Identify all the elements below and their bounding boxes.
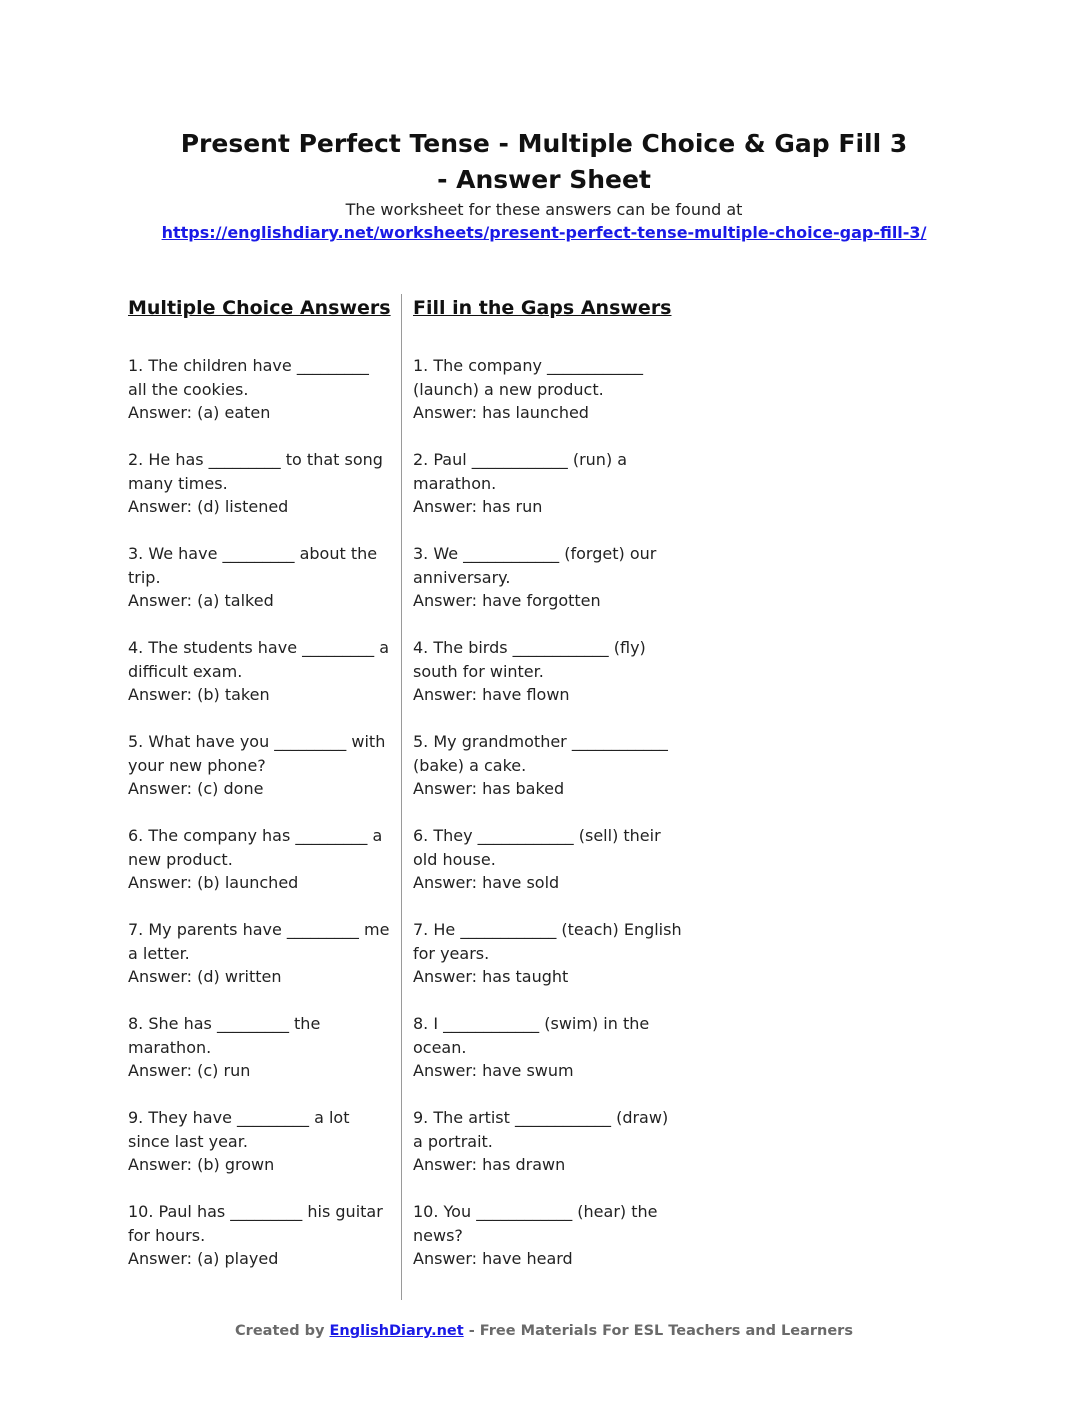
multiple-choice-question: 8. She has _________ the marathon. bbox=[128, 1014, 321, 1057]
gap-fill-answer: Answer: have heard bbox=[413, 1249, 573, 1268]
gap-fill-item bbox=[413, 542, 683, 613]
page-title-line-2: - Answer Sheet bbox=[437, 165, 651, 194]
gap-fill-question: 8. I ____________ (swim) in the ocean. bbox=[413, 1014, 650, 1057]
gap-fill-item bbox=[413, 730, 683, 801]
gap-fill-item bbox=[413, 1200, 683, 1271]
column-divider bbox=[401, 294, 402, 1300]
multiple-choice-item bbox=[128, 730, 390, 801]
gap-fill-item bbox=[413, 636, 683, 707]
multiple-choice-item bbox=[128, 918, 390, 989]
multiple-choice-answer: Answer: (a) talked bbox=[128, 591, 274, 610]
multiple-choice-answer: Answer: (c) done bbox=[128, 779, 264, 798]
gap-fill-item bbox=[413, 448, 683, 519]
multiple-choice-answer: Answer: (d) written bbox=[128, 967, 282, 986]
gap-fill-answer: Answer: has launched bbox=[413, 403, 589, 422]
gap-fill-question: 10. You ____________ (hear) the news? bbox=[413, 1202, 658, 1245]
multiple-choice-item bbox=[128, 448, 390, 519]
gap-fill-item bbox=[413, 1012, 683, 1083]
multiple-choice-question: 4. The students have _________ a difficult exam. bbox=[128, 638, 390, 681]
gap-fill-answer: Answer: have flown bbox=[413, 685, 570, 704]
multiple-choice-question: 5. What have you _________ with your new phone? bbox=[128, 732, 386, 775]
multiple-choice-item bbox=[128, 542, 390, 613]
gap-fill-list bbox=[413, 354, 683, 1271]
multiple-choice-item bbox=[128, 824, 390, 895]
gap-fill-question: 2. Paul ____________ (run) a marathon. bbox=[413, 450, 628, 493]
multiple-choice-question: 1. The children have _________ all the cookies. bbox=[128, 356, 369, 399]
multiple-choice-answer: Answer: (b) grown bbox=[128, 1155, 275, 1174]
gap-fill-item bbox=[413, 918, 683, 989]
multiple-choice-answer: Answer: (a) played bbox=[128, 1249, 279, 1268]
multiple-choice-item bbox=[128, 1106, 390, 1177]
gap-fill-answer: Answer: has run bbox=[413, 497, 543, 516]
footer-brand-link[interactable]: EnglishDiary.net bbox=[329, 1323, 464, 1339]
multiple-choice-list bbox=[128, 354, 390, 1271]
multiple-choice-item bbox=[128, 1200, 390, 1271]
multiple-choice-question: 2. He has _________ to that song many times. bbox=[128, 450, 383, 493]
subtitle: The worksheet for these answers can be found at bbox=[345, 200, 743, 219]
multiple-choice-question: 3. We have _________ about the trip. bbox=[128, 544, 378, 587]
multiple-choice-item bbox=[128, 354, 390, 425]
multiple-choice-answer: Answer: (c) run bbox=[128, 1061, 251, 1080]
gap-fill-answer: Answer: has drawn bbox=[413, 1155, 566, 1174]
page-title bbox=[0, 126, 1088, 198]
multiple-choice-answer: Answer: (d) listened bbox=[128, 497, 289, 516]
multiple-choice-question: 9. They have _________ a lot since last year. bbox=[128, 1108, 350, 1151]
gap-fill-heading: Fill in the Gaps Answers bbox=[413, 297, 672, 319]
gap-fill-answer: Answer: has baked bbox=[413, 779, 565, 798]
gap-fill-question: 5. My grandmother ____________ (bake) a cake. bbox=[413, 732, 668, 775]
gap-fill-question: 9. The artist ____________ (draw) a portrait. bbox=[413, 1108, 669, 1151]
page-title-line-1: Present Perfect Tense - Multiple Choice & Gap Fill 3 bbox=[180, 129, 908, 158]
multiple-choice-item bbox=[128, 636, 390, 707]
multiple-choice-question: 7. My parents have _________ me a letter. bbox=[128, 920, 390, 963]
multiple-choice-question: 10. Paul has _________ his guitar for hours. bbox=[128, 1202, 383, 1245]
multiple-choice-answer: Answer: (a) eaten bbox=[128, 403, 271, 422]
multiple-choice-column bbox=[128, 294, 390, 1294]
gap-fill-item bbox=[413, 354, 683, 425]
gap-fill-item bbox=[413, 824, 683, 895]
gap-fill-answer: Answer: have forgotten bbox=[413, 591, 601, 610]
multiple-choice-answer: Answer: (b) launched bbox=[128, 873, 299, 892]
gap-fill-question: 1. The company ____________ (launch) a new product. bbox=[413, 356, 644, 399]
gap-fill-item bbox=[413, 1106, 683, 1177]
gap-fill-question: 6. They ____________ (sell) their old house. bbox=[413, 826, 661, 869]
gap-fill-question: 3. We ____________ (forget) our anniversary. bbox=[413, 544, 657, 587]
footer-prefix: Created by bbox=[235, 1323, 330, 1339]
multiple-choice-heading: Multiple Choice Answers bbox=[128, 297, 391, 319]
multiple-choice-item bbox=[128, 1012, 390, 1083]
footer bbox=[0, 1321, 1088, 1341]
gap-fill-answer: Answer: have sold bbox=[413, 873, 560, 892]
gap-fill-answer: Answer: have swum bbox=[413, 1061, 574, 1080]
gap-fill-column bbox=[413, 294, 683, 1294]
footer-suffix: - Free Materials For ESL Teachers and Learners bbox=[463, 1323, 853, 1339]
worksheet-link[interactable]: https://englishdiary.net/worksheets/present-perfect-tense-multiple-choice-gap-fill-3/ bbox=[161, 223, 927, 242]
gap-fill-answer: Answer: has taught bbox=[413, 967, 569, 986]
gap-fill-question: 7. He ____________ (teach) English for years. bbox=[413, 920, 682, 963]
gap-fill-question: 4. The birds ____________ (fly) south for winter. bbox=[413, 638, 646, 681]
multiple-choice-question: 6. The company has _________ a new product. bbox=[128, 826, 383, 869]
multiple-choice-answer: Answer: (b) taken bbox=[128, 685, 270, 704]
